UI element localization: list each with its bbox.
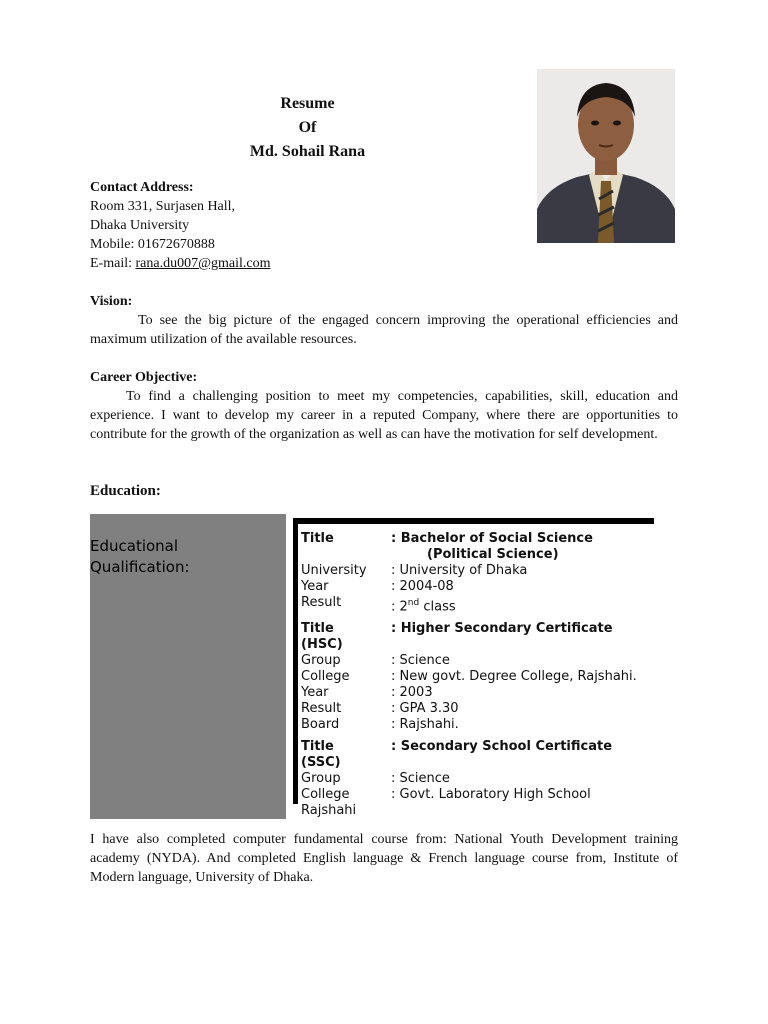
education-side-label	[90, 536, 286, 578]
email-link[interactable]: rana.du007@gmail.com	[135, 256, 271, 271]
contact-block	[90, 178, 270, 273]
education-table	[301, 531, 661, 819]
hsc-result-value: : GPA 3.30	[391, 701, 459, 717]
education-left-rule	[293, 518, 298, 804]
hsc-group-key: Group	[301, 653, 341, 669]
person-portrait-icon	[537, 69, 675, 243]
ssc-college-row	[301, 787, 661, 803]
bsc-university-value: : University of Dhaka	[391, 563, 528, 578]
hsc-college-row	[301, 669, 661, 685]
bsc-result-value: : 2nd class	[391, 598, 456, 615]
bsc-university-row	[301, 563, 661, 579]
contact-line-1: Room 331, Surjasen Hall,	[90, 199, 236, 214]
hsc-board-key: Board	[301, 717, 340, 733]
email-prefix: E-mail:	[90, 256, 136, 271]
hsc-group-value: : Science	[391, 653, 450, 669]
vision-heading: Vision:	[90, 294, 133, 309]
ssc-title-key: Title (SSC)	[301, 739, 341, 771]
contact-line-2: Dhaka University	[90, 218, 190, 233]
career-section	[90, 368, 678, 444]
side-label-line-2: Qualification:	[90, 558, 190, 576]
hsc-group-row	[301, 653, 661, 669]
ssc-clipped-row	[301, 803, 661, 819]
hsc-college-value: : New govt. Degree College, Rajshahi.	[391, 669, 637, 685]
contact-label: Contact Address:	[90, 180, 194, 195]
ssc-college-key: College	[301, 787, 350, 803]
title-line-resume: Resume	[280, 95, 335, 112]
ssc-clipped-text: Rajshahi	[301, 803, 357, 819]
resume-title	[200, 92, 415, 164]
bsc-year-row	[301, 579, 661, 595]
ssc-group-value: : Science	[391, 771, 450, 787]
bsc-result-key: Result	[301, 595, 342, 610]
hsc-title-key: Title (HSC)	[301, 621, 343, 653]
career-heading: Career Objective:	[90, 370, 198, 385]
side-label-line-1: Educational	[90, 537, 179, 555]
bsc-year-value: : 2004-08	[391, 579, 454, 594]
career-text: To find a challenging position to meet my competencies, capabilities, skill, education and experience. I want to develop my career in a reputed Company, where there are opportunities to contribute for the growth of the organization as well as can have the motivation for self development.	[90, 389, 678, 442]
education-side-panel	[90, 514, 286, 819]
bsc-title-key: Title	[301, 531, 334, 546]
profile-photo	[537, 69, 675, 243]
title-line-of: Of	[298, 119, 317, 136]
bsc-title-value: : Bachelor of Social Science	[391, 531, 593, 546]
hsc-college-key: College	[301, 669, 350, 685]
ssc-group-key: Group	[301, 771, 341, 787]
education-heading: Education:	[90, 483, 161, 499]
ssc-college-value: : Govt. Laboratory High School	[391, 787, 591, 803]
education-top-rule	[293, 518, 654, 524]
hsc-title-value: : Higher Secondary Certificate	[391, 621, 613, 637]
hsc-board-row	[301, 717, 661, 733]
hsc-board-value: : Rajshahi.	[391, 717, 459, 733]
vision-section	[90, 292, 678, 349]
bsc-result-row	[301, 595, 661, 615]
bsc-title-row-2	[301, 547, 661, 563]
bsc-university-key: University	[301, 563, 367, 578]
hsc-title-row	[301, 621, 661, 653]
vision-text: To see the big picture of the engaged concern improving the operational efficiencies and maximum utilization of the available resources.	[90, 313, 678, 347]
hsc-year-row	[301, 685, 661, 701]
bsc-title-value-2: (Political Science)	[427, 547, 559, 562]
hsc-year-value: : 2003	[391, 685, 433, 701]
title-line-name: Md. Sohail Rana	[249, 143, 366, 160]
bsc-year-key: Year	[301, 579, 329, 594]
hsc-result-key: Result	[301, 701, 342, 717]
hsc-year-key: Year	[301, 685, 329, 701]
contact-email-row	[90, 254, 270, 273]
ssc-title-value: : Secondary School Certificate	[391, 739, 613, 755]
contact-mobile: Mobile: 01672670888	[90, 237, 215, 252]
hsc-result-row	[301, 701, 661, 717]
ssc-group-row	[301, 771, 661, 787]
bsc-title-row	[301, 531, 661, 547]
ssc-title-row	[301, 739, 661, 771]
extra-courses-text: I have also completed computer fundamental course from: National Youth Development training academy (NYDA). And completed English language & French language course from, Institute of Modern language, University of Dhaka.	[90, 832, 678, 885]
